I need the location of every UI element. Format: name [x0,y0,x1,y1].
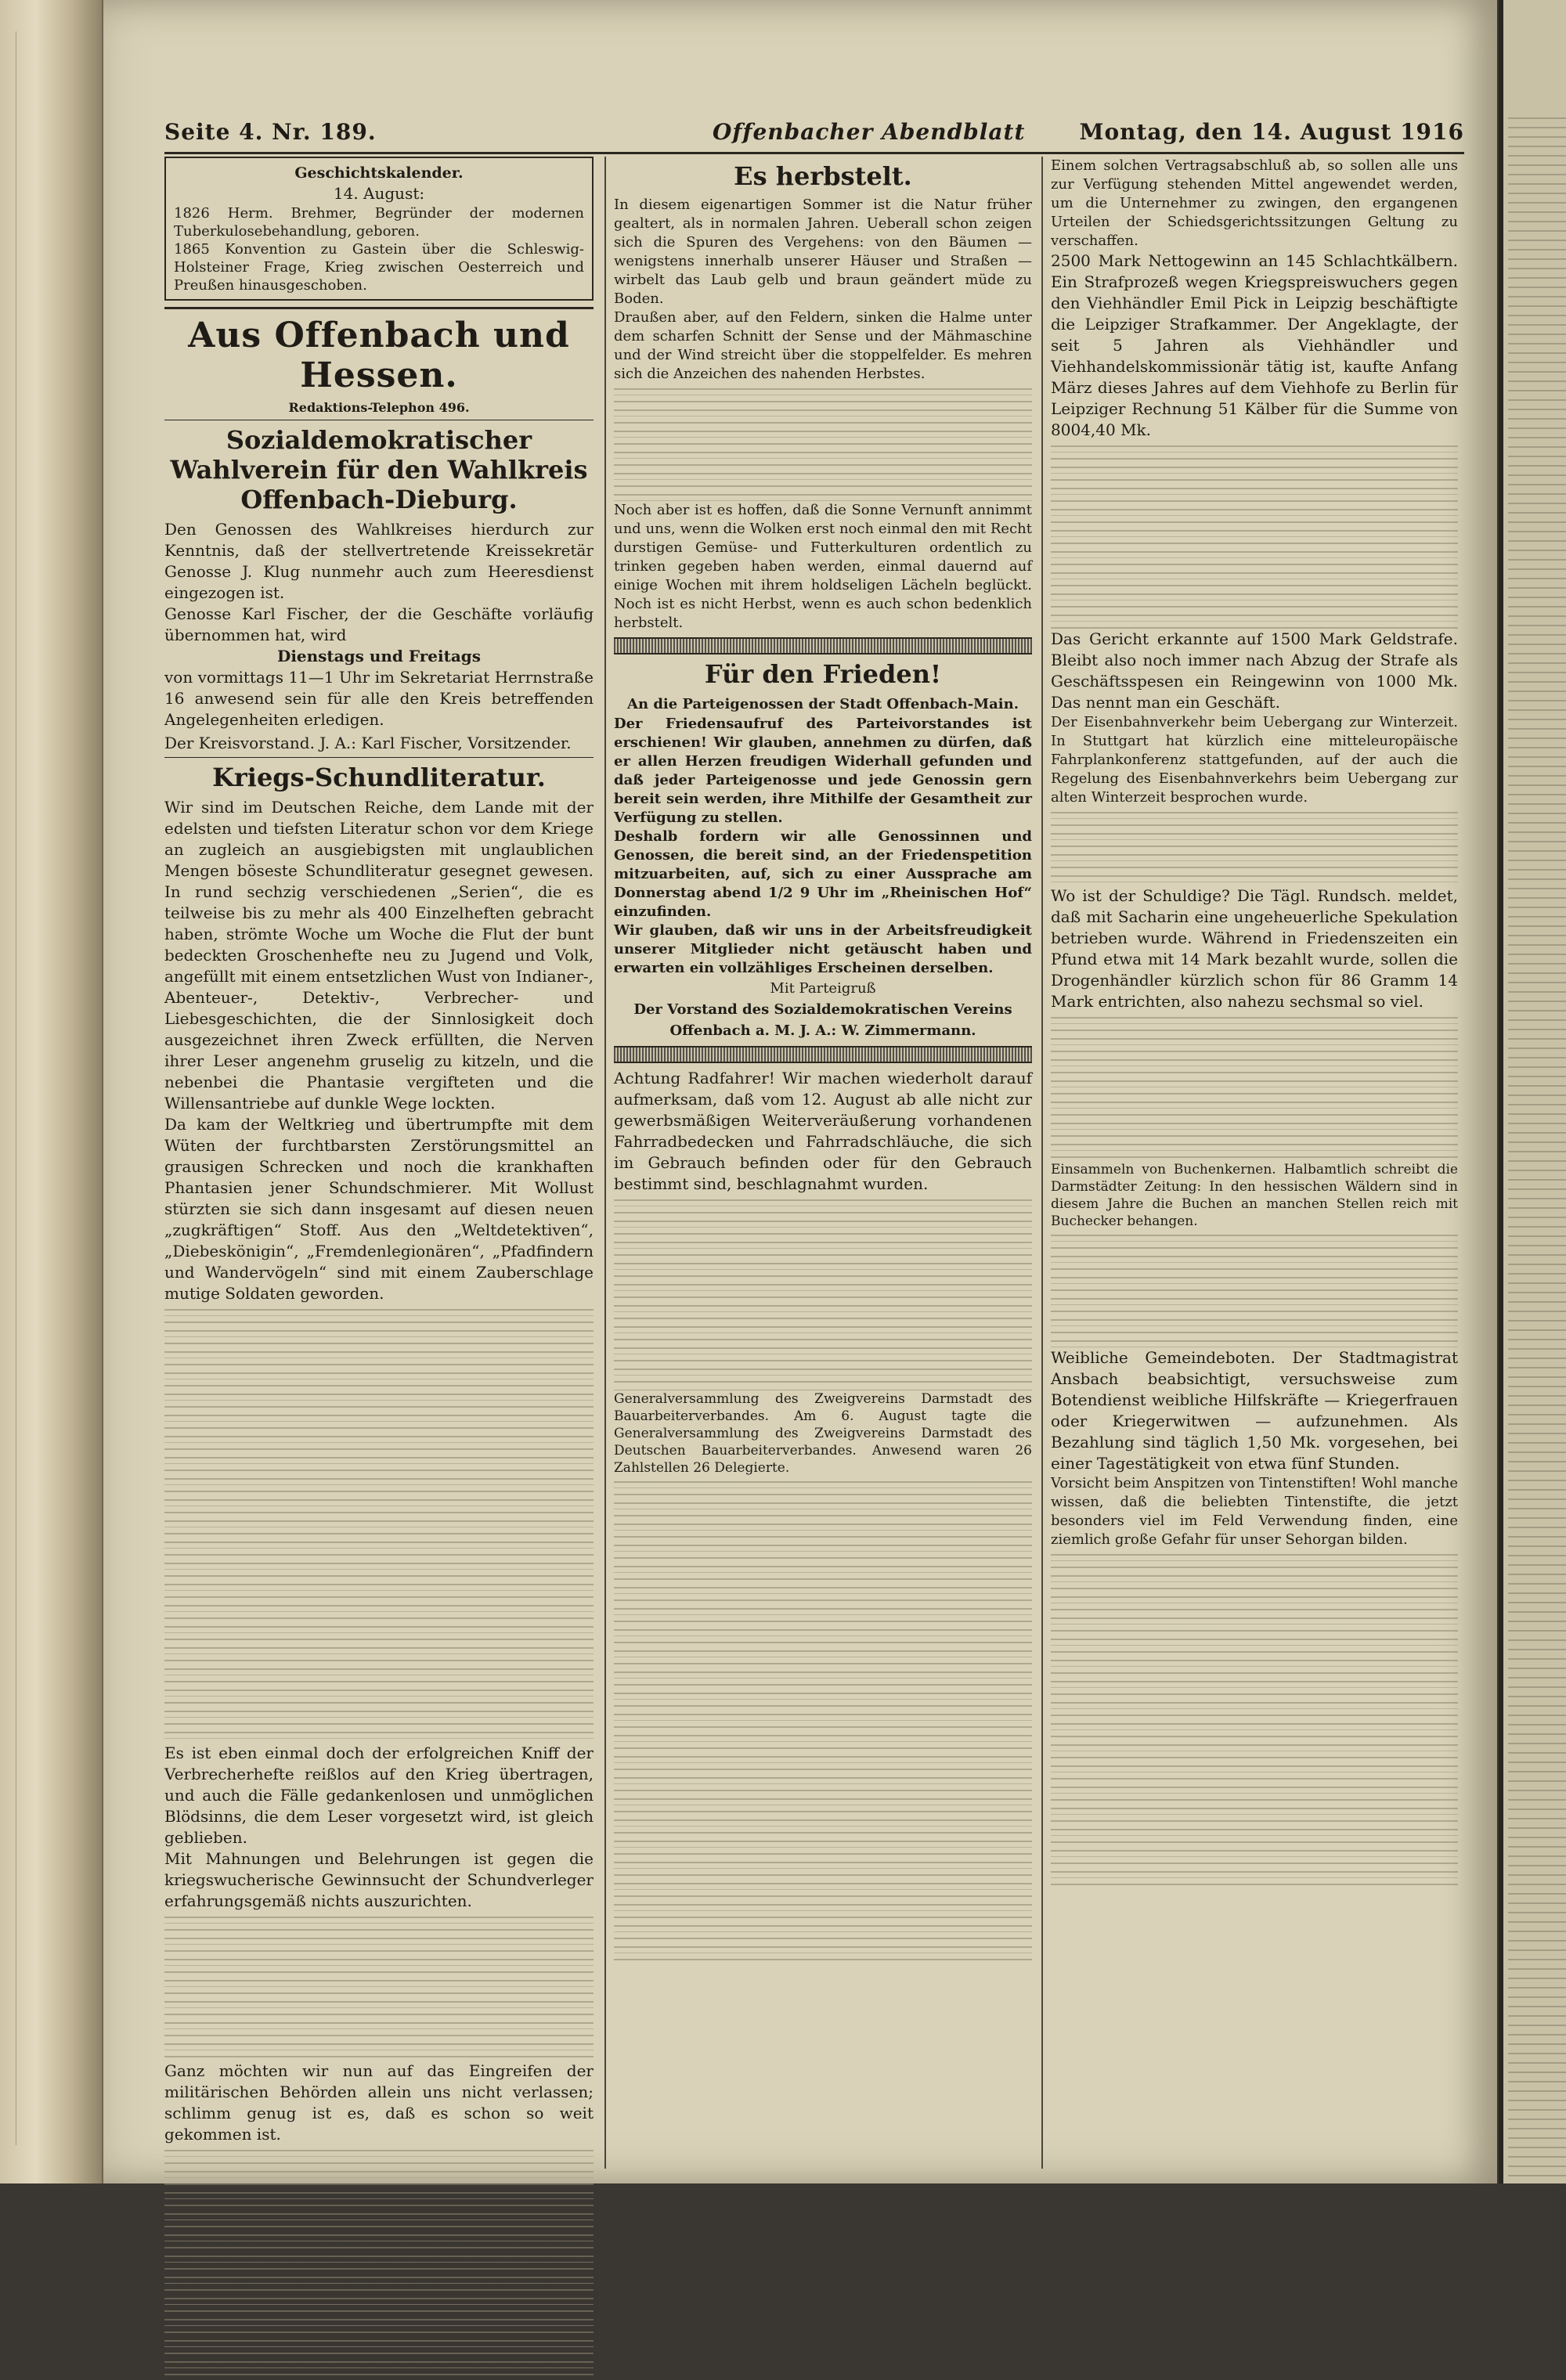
body-text-block [614,384,1032,501]
next-page-edge [1499,0,1566,2183]
calendar-entry: 1865 Konvention zu Gastein über die Schleswig-Holsteiner Frage, Krieg zwischen Oesterreich und Preußen hinausgeschoben. [174,241,584,294]
paragraph: Das Gericht erkannte auf 1500 Mark Geldstrafe. Bleibt also noch immer nach Abzug der Strafe als Geschäftsspesen ein Reingewinn von 1000 Mk. Das nennt man ein Geschäft. [1051,629,1458,712]
paragraph: Genosse Karl Fischer, der die Geschäfte vorläufig übernommen hat, wird [164,604,594,644]
paragraph: Generalversammlung des Zweigvereins Darmstadt des Bauarbeiterverbandes. Am 6. August tagte die Generalversammlung des Zweigvereins Darmstadt des Deutschen Bauarbeiterverbandes. Anwesend waren 26 Zahlstellen 26 Delegierte. [614,1391,1032,1476]
calendar-date: 14. August: [333,184,425,203]
calendar-entry: 1826 Herm. Brehmer, Begründer der modernen Tuberkulosebehandlung, geboren. [174,205,584,240]
signature: Der Kreisvorstand. J. A.: Karl Fischer, Vorsitzender. [164,734,572,752]
body-text-block [164,2145,594,2380]
ornamental-rule [614,637,1032,654]
calendar-title: Geschichtskalender. [294,164,464,182]
history-calendar [164,157,594,301]
paragraph: Weibliche Gemeindeboten. Der Stadtmagistrat Ansbach beabsichtigt, versuchsweise zum Botendienst weibliche Hilfskräfte — Kriegerfrauen oder Kriegerwitwen — aufzunehmen. Als Bezahlung sind täglich 1,50 Mk. vorgesehen, bei einer Tagestätigkeit von etwa fünf Stunden. [1051,1348,1458,1473]
divider [164,307,594,309]
body-text-block [614,1195,1032,1390]
greeting: Mit Parteigruß [770,980,876,997]
headline: Kriegs-Schundliteratur. [212,763,546,792]
paragraph: Achtung Radfahrer! Wir machen wiederholt darauf aufmerksam, daß vom 12. August ab alle nicht zur gewerbsmäßigen Weiterveräußerung vorhandenen Fahrradbedecken und Fahrradschläuche, die sich im Gebrauch befinden oder für den Gebrauch bestimmt sind, beschlagnahmt wurden. [614,1069,1032,1193]
paragraph: Wir sind im Deutschen Reiche, dem Lande mit der edelsten und tiefsten Literatur schon vor dem Kriege an zugleich an ausgiebigsten mit unglaublichen Mengen böseste Schundliteratur gesegnet gewesen. In rund sechzig verschiedenen „Serien“, die es teilweise bis zu mehr als 400 Einzelheften gebracht haben, strömte Woche um Woche die Flut der bunt bedeckten Groschenhefte neu zu Jugend und Volk, angefüllt mit einem entsetzlichen Wust von Indianer-, Abenteuer-, Detektiv-, Verbrecher- und Liebesgeschichten, die der Sinnlosigkeit doch ausgezeichnet ihren Zweck erfüllten, die Nerven ihrer Leser angenehm gruselig zu kitzeln, und die nebenbei die Phantasie vergifteten und die Willensantriebe auf dunkle Wege lockten. [164,798,594,1112]
section-title: Aus Offenbach und Hessen. [188,316,570,395]
masthead [164,117,1464,154]
headline: Es herbstelt. [734,161,912,191]
headline: Für den Frieden! [704,659,942,689]
paragraph: Draußen aber, auf den Feldern, sinken die Halme unter dem scharfen Schnitt der Sense und der Mähmaschine und der Wind streicht über die stoppelfelder. Es mehren sich die Anzeichen des nahenden Herbstes. [614,309,1032,382]
body-text-block [1051,807,1458,885]
editorial-telephone: Redaktions-Telephon 496. [288,400,470,415]
paragraph: Wir glauben, daß wir uns in der Arbeitsfreudigkeit unserer Mitglieder nicht getäuscht haben und erwarten ein vollzähliges Erscheinen derselben. [614,922,1032,976]
body-text-block [164,1912,594,2061]
paragraph: von vormittags 11—1 Uhr im Sekretariat Herrnstraße 16 anwesend sein für alle den Kreis betreffenden Angelegenheiten erledigen. [164,668,594,729]
paragraph: Noch aber ist es hoffen, daß die Sonne Vernunft annimmt und uns, wenn die Wolken erst noch einmal den mit Recht durstigen Gemüse- und Futterkulturen ordentlich zu trinken gegeben haben werden, einmal dauernd auf einige Wochen mit ihrem holdseligen Lächeln beglückt. Noch ist es nicht Herbst, wenn es auch schon bedenklich herbstelt. [614,502,1032,631]
subheadline: An die Parteigenossen der Stadt Offenbach-Main. [627,696,1019,712]
paragraph: Der Friedensaufruf des Parteivorstandes ist erschienen! Wir glauben, annehmen zu dürfen, daß er allen Herzen freudigen Widerhall gefunden und daß jeder Parteigenosse und jede Genossin gern bereit sein werden, ihre Mithilfe der Gesamtheit zur Verfügung zu stellen. [614,716,1032,826]
column-divider [1041,157,1043,2169]
signature: Der Vorstand des Sozialdemokratischen Vereins Offenbach a. M. J. A.: W. Zimmermann. [633,1001,1012,1039]
column-left [164,157,594,2169]
body-text-block [614,1477,1032,1962]
newspaper-title: Offenbacher Abendblatt [713,119,1026,145]
book-binding-edge [0,0,104,2183]
body-text-block [1051,1549,1458,1886]
paragraph: Einsammeln von Buchenkernen. Halbamtlich schreibt die Darmstädter Zeitung: In den hessischen Wäldern sind in diesem Jahre die Buchen an manchen Stellen reich mit Buchecker behangen. [1051,1162,1458,1229]
column-divider [604,157,606,2169]
paragraph: 2500 Mark Nettogewinn an 145 Schlachtkälbern. Ein Strafprozeß wegen Kriegspreiswuchers gegen den Viehhändler Emil Pick in Leipzig beschäftigte die Leipziger Strafkammer. Der Angeklagte, der seit 5 Jahren als Viehhändler und Viehhandelskommissionär tätig ist, kaufte Anfang März dieses Jahres auf dem Viehhofe zu Berlin für Leipziger Rechnung 51 Kälber für die Summe von 8004,40 Mk. [1051,251,1458,439]
office-days: Dienstags und Freitags [276,647,482,665]
paragraph: Einem solchen Vertragsabschluß ab, so sollen alle uns zur Verfügung stehenden Mittel angewendet werden, um die Unternehmer zu zwingen, den ergangenen Urteilen der Schiedsgerichtssitzungen Geltung zu verschaffen. [1051,157,1458,249]
paragraph: Vorsicht beim Anspitzen von Tintenstiften! Wohl manche wissen, daß die beliebten Tintenstifte, die jetzt besonders viel im Feld Verwendung finden, eine ziemlich große Gefahr für unser Sehorgan bilden. [1051,1475,1458,1548]
body-text-block [164,1304,594,1743]
column-right [1051,157,1458,2169]
body-text-block [1051,441,1458,629]
ornamental-rule [614,1046,1032,1063]
body-text-block [1051,1230,1458,1347]
divider [164,757,594,758]
headline: Sozialdemokratischer Wahlverein für den Wahlkreis Offenbach-Dieburg. [170,425,588,514]
paragraph: Da kam der Weltkrieg und übertrumpfte mit dem Wüten der furchtbarsten Zerstörungsmittel an grausigen Schrecken und noch die krankhaften Phantasien jener Schundschmierer. Mit Wollust stürzten sie sich dann insgesamt auf diesen neuen „zugkräftigen“ Stoff. Aus den „Weltdetektiven“, „Diebeskönigin“, „Fremdenlegionären“, „Pfadfindern und Wandervögeln“ sind mit einem Zauberschlage mutige Soldaten geworden. [164,1115,594,1303]
paragraph: Es ist eben einmal doch der erfolgreichen Kniff der Verbrecherhefte reißlos auf den Krieg übertragen, und auch die Fälle gedankenlosen und unmöglichen Blödsinns, die dem Leser vorgesetzt wird, ist gleich geblieben. [164,1744,594,1847]
newspaper-page [103,0,1497,2183]
paragraph: Wo ist der Schuldige? Die Tägl. Rundsch. meldet, daß mit Sacharin eine ungeheuerliche Spekulation betrieben wurde. Während in Friedenszeiten ein Pfund etwa mit 14 Mark bezahlt wurde, sollen die Drogenhändler kürzlich schon für 86 Gramm 14 Mark entrichten, also nahezu sechsmal so viel. [1051,886,1458,1011]
paragraph: Deshalb fordern wir alle Genossinnen und Genossen, die bereit sind, an der Friedenspetition mitzuarbeiten, auf, sich zu einer Aussprache am Donnerstag abend 1/2 9 Uhr im „Rheinischen Hof“ einzufinden. [614,828,1032,920]
column-middle [614,157,1032,2169]
paragraph: Mit Mahnungen und Belehrungen ist gegen die kriegswucherische Gewinnsucht der Schundverleger erfahrungsgemäß nichts auszurichten. [164,1849,594,1910]
issue-date: Montag, den 14. August 1916 [1079,119,1464,145]
paragraph: Der Eisenbahnverkehr beim Uebergang zur Winterzeit. In Stuttgart hat kürzlich eine mitteleuropäische Fahrplankonferenz stattgefunden, auf der auch die Regelung des Eisenbahnverkehrs beim Uebergang zur alten Winterzeit besprochen wurde. [1051,714,1458,806]
paragraph: Den Genossen des Wahlkreises hierdurch zur Kenntnis, daß der stellvertretende Kreissekretär Genosse J. Klug nunmehr auch zum Heeresdienst eingezogen ist. [164,520,594,602]
page-number: Seite 4. Nr. 189. [164,119,377,145]
paragraph: In diesem eigenartigen Sommer ist die Natur früher gealtert, als in normalen Jahren. Ueberall schon zeigen sich die Spuren des Vergehens: von den Bäumen — wenigstens innerhalb unserer Häuser und Straßen — wirbelt das Laub gelb und braun geändert müde zu Boden. [614,197,1032,307]
paragraph: Ganz möchten wir nun auf das Eingreifen der militärischen Behörden allein uns nicht verlassen; schlimm genug ist es, daß es schon so weit gekommen ist. [164,2061,594,2144]
body-text-block [1051,1012,1458,1161]
